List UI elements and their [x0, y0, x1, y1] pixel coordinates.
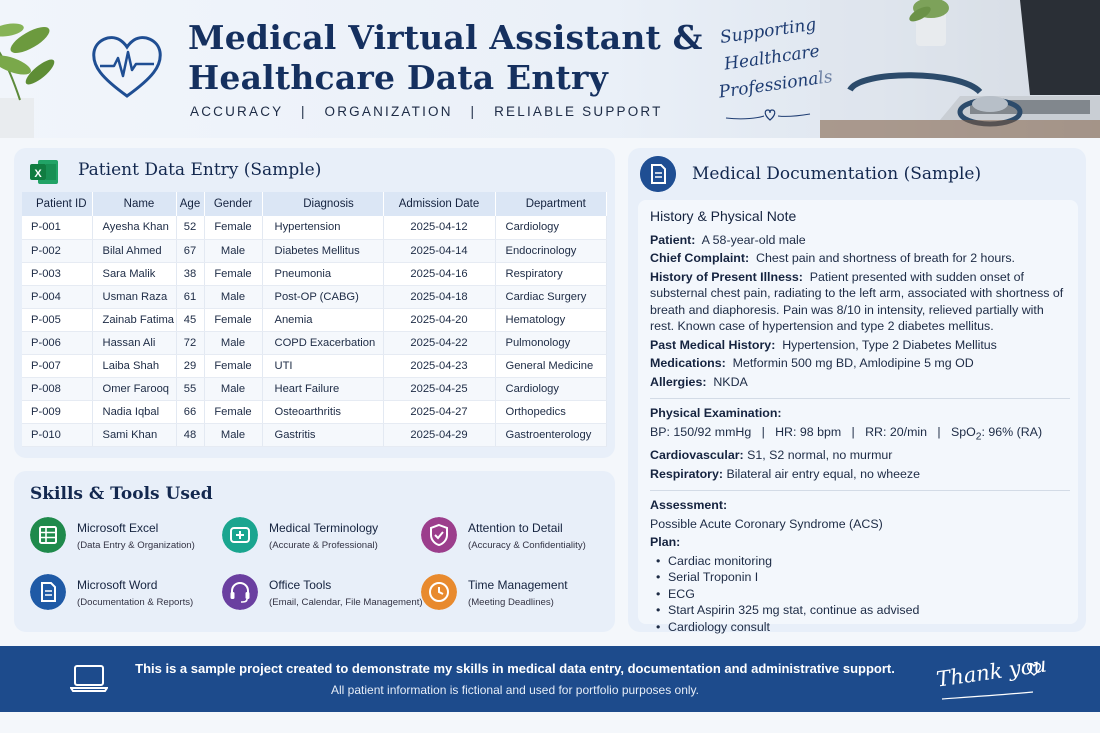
- skill-name: Office Tools: [269, 578, 332, 592]
- table-row[interactable]: [22, 285, 607, 308]
- doc-panel-title: Medical Documentation (Sample): [692, 164, 982, 184]
- medications-value: Metformin 500 mg BD, Amlodipine 5 mg OD: [732, 356, 974, 370]
- cell-patient-id: P-004: [22, 285, 92, 308]
- medications-label: Medications:: [650, 356, 726, 370]
- cell-name: Sara Malik: [92, 262, 176, 285]
- cell-age: 38: [176, 262, 204, 285]
- title-line-1: Medical Virtual Assistant &: [188, 18, 703, 57]
- cell-admission-date: 2025-04-20: [383, 308, 495, 331]
- column-header[interactable]: Diagnosis: [262, 192, 383, 216]
- heart-pulse-icon: [90, 34, 164, 102]
- divider: [650, 398, 1070, 399]
- table-row[interactable]: [22, 262, 607, 285]
- plan-item: • Start Aspirin 325 mg stat, continue as advised: [650, 602, 1070, 619]
- cell-gender: Male: [204, 331, 262, 354]
- hpi-value: Patient presented with sudden onset of substernal chest pain, radiating to the left arm, associated with shortness of breath and diaphoresis. Pain was 8/10 in intensity, relieved partially with rest. Known case of hypertension and type 2 diabetes mellitus.: [650, 269, 1064, 333]
- vitals-subscript: 2: [975, 430, 982, 442]
- table-row[interactable]: [22, 239, 607, 262]
- excel-icon: [30, 517, 66, 553]
- footer-banner: [0, 646, 1100, 712]
- cell-admission-date: 2025-04-22: [383, 331, 495, 354]
- chief-complaint-label: Chief Complaint:: [650, 251, 750, 265]
- cell-admission-date: 2025-04-18: [383, 285, 495, 308]
- plan-label: Plan:: [650, 535, 681, 550]
- pmh-value: Hypertension, Type 2 Diabetes Mellitus: [782, 337, 997, 352]
- cell-age: 45: [176, 308, 204, 331]
- document-icon: [30, 574, 66, 610]
- skill-desc: (Accurate & Professional): [269, 540, 378, 551]
- page-title: [188, 18, 703, 98]
- plan-list: [650, 553, 1070, 636]
- cell-diagnosis: Pneumonia: [262, 262, 383, 285]
- cell-name: Omer Farooq: [92, 377, 176, 400]
- table-row[interactable]: [22, 354, 607, 377]
- cell-department: Gastroenterology: [495, 423, 607, 446]
- plan-item: • ECG: [650, 586, 1070, 603]
- cell-gender: Female: [204, 354, 262, 377]
- table-row[interactable]: [22, 423, 607, 446]
- skill-name: Medical Terminology: [269, 521, 379, 535]
- plant-decoration: [0, 10, 70, 138]
- cell-diagnosis: Osteoarthritis: [262, 400, 383, 423]
- patient-label: Patient:: [650, 232, 696, 247]
- plan-item: • Cardiology consult: [650, 619, 1070, 636]
- cell-age: 61: [176, 285, 204, 308]
- cell-diagnosis: Hypertension: [262, 216, 383, 239]
- column-header[interactable]: Admission Date: [383, 192, 495, 216]
- tagline-line-2: Healthcare: [722, 41, 821, 75]
- footer-line-1: This is a sample project created to demonstrate my skills in medical data entry, documentation and administrative support.: [135, 661, 895, 676]
- column-header[interactable]: Age: [176, 192, 204, 216]
- cell-patient-id: P-010: [22, 423, 92, 446]
- vitals-end: : 96% (RA): [981, 424, 1043, 439]
- cardiovascular-value: S1, S2 normal, no murmur: [747, 448, 893, 463]
- small-heart-icon: [724, 106, 814, 124]
- cell-age: 66: [176, 400, 204, 423]
- respiratory-value: Bilateral air entry equal, no wheeze: [726, 466, 920, 481]
- skill-desc: (Data Entry & Organization): [77, 540, 195, 551]
- cell-name: Hassan Ali: [92, 331, 176, 354]
- cell-department: Cardiology: [495, 216, 607, 239]
- cell-admission-date: 2025-04-14: [383, 239, 495, 262]
- header-banner: [0, 0, 1100, 138]
- footer-line-2: All patient information is fictional and used for portfolio purposes only.: [331, 683, 699, 697]
- tagline-line-1: Supporting: [718, 14, 818, 48]
- patient-table: [22, 192, 607, 447]
- cell-department: General Medicine: [495, 354, 607, 377]
- script-tagline: [707, 10, 837, 107]
- plan-item: • Serial Troponin I: [650, 569, 1070, 586]
- medical-kit-icon: [222, 517, 258, 553]
- cell-gender: Male: [204, 239, 262, 262]
- skill-desc: (Email, Calendar, File Management): [269, 597, 423, 608]
- cell-gender: Female: [204, 262, 262, 285]
- clock-icon: [421, 574, 457, 610]
- page-subtitle: ACCURACY | ORGANIZATION | RELIABLE SUPPORT: [190, 104, 663, 119]
- skills-panel: [14, 471, 615, 632]
- stethoscope-laptop-decoration: [820, 0, 1100, 138]
- cell-gender: Female: [204, 216, 262, 239]
- cell-patient-id: P-009: [22, 400, 92, 423]
- cell-department: Respiratory: [495, 262, 607, 285]
- cell-admission-date: 2025-04-29: [383, 423, 495, 446]
- column-header[interactable]: Gender: [204, 192, 262, 216]
- plan-item: • Cardiac monitoring: [650, 553, 1070, 570]
- signature-underline: [940, 691, 1035, 701]
- skill-desc: (Meeting Deadlines): [468, 597, 554, 608]
- skill-desc: (Accuracy & Confidentiality): [468, 540, 586, 551]
- cell-name: Laiba Shah: [92, 354, 176, 377]
- cell-patient-id: P-001: [22, 216, 92, 239]
- cell-patient-id: P-003: [22, 262, 92, 285]
- skills-panel-title: Skills & Tools Used: [30, 484, 213, 504]
- cell-name: Zainab Fatima: [92, 308, 176, 331]
- cell-name: Bilal Ahmed: [92, 239, 176, 262]
- cell-admission-date: 2025-04-27: [383, 400, 495, 423]
- cell-gender: Female: [204, 308, 262, 331]
- skill-name: Microsoft Excel: [77, 521, 159, 535]
- thank-you-text: Thank you: [934, 652, 1049, 692]
- table-body: [22, 216, 607, 446]
- skill-name: Microsoft Word: [77, 578, 158, 592]
- vitals-value: BP: 150/92 mmHg | HR: 98 bpm | RR: 20/min | SpO: [650, 424, 976, 439]
- assessment-value: Possible Acute Coronary Syndrome (ACS): [650, 516, 883, 531]
- medical-documentation-panel: [628, 148, 1086, 632]
- column-header[interactable]: Patient ID: [22, 192, 92, 216]
- cell-admission-date: 2025-04-25: [383, 377, 495, 400]
- exam-label: Physical Examination:: [650, 406, 782, 420]
- cell-name: Ayesha Khan: [92, 216, 176, 239]
- cell-department: Cardiology: [495, 377, 607, 400]
- skill-name: Attention to Detail: [468, 521, 563, 535]
- cell-department: Cardiac Surgery: [495, 285, 607, 308]
- allergies-label: Allergies:: [650, 374, 707, 389]
- cell-diagnosis: COPD Exacerbation: [262, 331, 383, 354]
- document-icon: [640, 156, 676, 192]
- assessment-label: Assessment:: [650, 498, 728, 513]
- cell-age: 72: [176, 331, 204, 354]
- cell-department: Pulmonology: [495, 331, 607, 354]
- chief-complaint-value: Chest pain and shortness of breath for 2 hours.: [756, 251, 1015, 265]
- cell-diagnosis: Anemia: [262, 308, 383, 331]
- cell-diagnosis: UTI: [262, 354, 383, 377]
- pmh-label: Past Medical History:: [650, 337, 776, 352]
- cell-age: 55: [176, 377, 204, 400]
- cell-age: 67: [176, 239, 204, 262]
- table-header-row: [22, 192, 607, 216]
- table-row[interactable]: [22, 400, 607, 423]
- column-header[interactable]: Name: [92, 192, 176, 216]
- hpi-label: History of Present Illness:: [650, 269, 803, 284]
- respiratory-label: Respiratory:: [650, 466, 723, 481]
- patient-data-entry-panel: [14, 148, 615, 458]
- shield-check-icon: [421, 517, 457, 553]
- cell-patient-id: P-007: [22, 354, 92, 377]
- cardiovascular-label: Cardiovascular:: [650, 448, 744, 463]
- cell-name: Nadia Iqbal: [92, 400, 176, 423]
- column-header[interactable]: Department: [495, 192, 607, 216]
- allergies-value: NKDA: [713, 374, 748, 389]
- cell-gender: Male: [204, 285, 262, 308]
- cell-admission-date: 2025-04-12: [383, 216, 495, 239]
- cell-diagnosis: Heart Failure: [262, 377, 383, 400]
- cell-name: Sami Khan: [92, 423, 176, 446]
- cell-gender: Female: [204, 400, 262, 423]
- table-row[interactable]: [22, 331, 607, 354]
- cell-diagnosis: Post-OP (CABG): [262, 285, 383, 308]
- tagline-line-3: Professionals: [717, 66, 834, 103]
- note-title: History & Physical Note: [650, 208, 797, 224]
- table-row[interactable]: [22, 377, 607, 400]
- cell-admission-date: 2025-04-23: [383, 354, 495, 377]
- entry-panel-title: Patient Data Entry (Sample): [78, 160, 322, 180]
- cell-patient-id: P-002: [22, 239, 92, 262]
- cell-patient-id: P-005: [22, 308, 92, 331]
- cell-department: Hematology: [495, 308, 607, 331]
- cell-department: Orthopedics: [495, 400, 607, 423]
- svg-text:X: X: [34, 168, 42, 180]
- table-row[interactable]: [22, 308, 607, 331]
- divider: [650, 490, 1070, 491]
- cell-name: Usman Raza: [92, 285, 176, 308]
- cell-department: Endocrinology: [495, 239, 607, 262]
- cell-diagnosis: Gastritis: [262, 423, 383, 446]
- patient-value: A 58-year-old male: [701, 232, 806, 247]
- excel-icon: [28, 156, 60, 188]
- cell-age: 48: [176, 423, 204, 446]
- skill-desc: (Documentation & Reports): [77, 597, 194, 608]
- cell-gender: Male: [204, 377, 262, 400]
- history-physical-note: [638, 200, 1078, 634]
- heart-icon: [1026, 662, 1042, 676]
- cell-admission-date: 2025-04-16: [383, 262, 495, 285]
- headset-icon: [222, 574, 258, 610]
- cell-gender: Male: [204, 423, 262, 446]
- cell-age: 52: [176, 216, 204, 239]
- title-line-2: Healthcare Data Entry: [188, 58, 608, 97]
- cell-age: 29: [176, 354, 204, 377]
- cell-patient-id: P-008: [22, 377, 92, 400]
- cell-diagnosis: Diabetes Mellitus: [262, 239, 383, 262]
- table-row[interactable]: [22, 216, 607, 239]
- skill-name: Time Management: [468, 578, 568, 592]
- cell-patient-id: P-006: [22, 331, 92, 354]
